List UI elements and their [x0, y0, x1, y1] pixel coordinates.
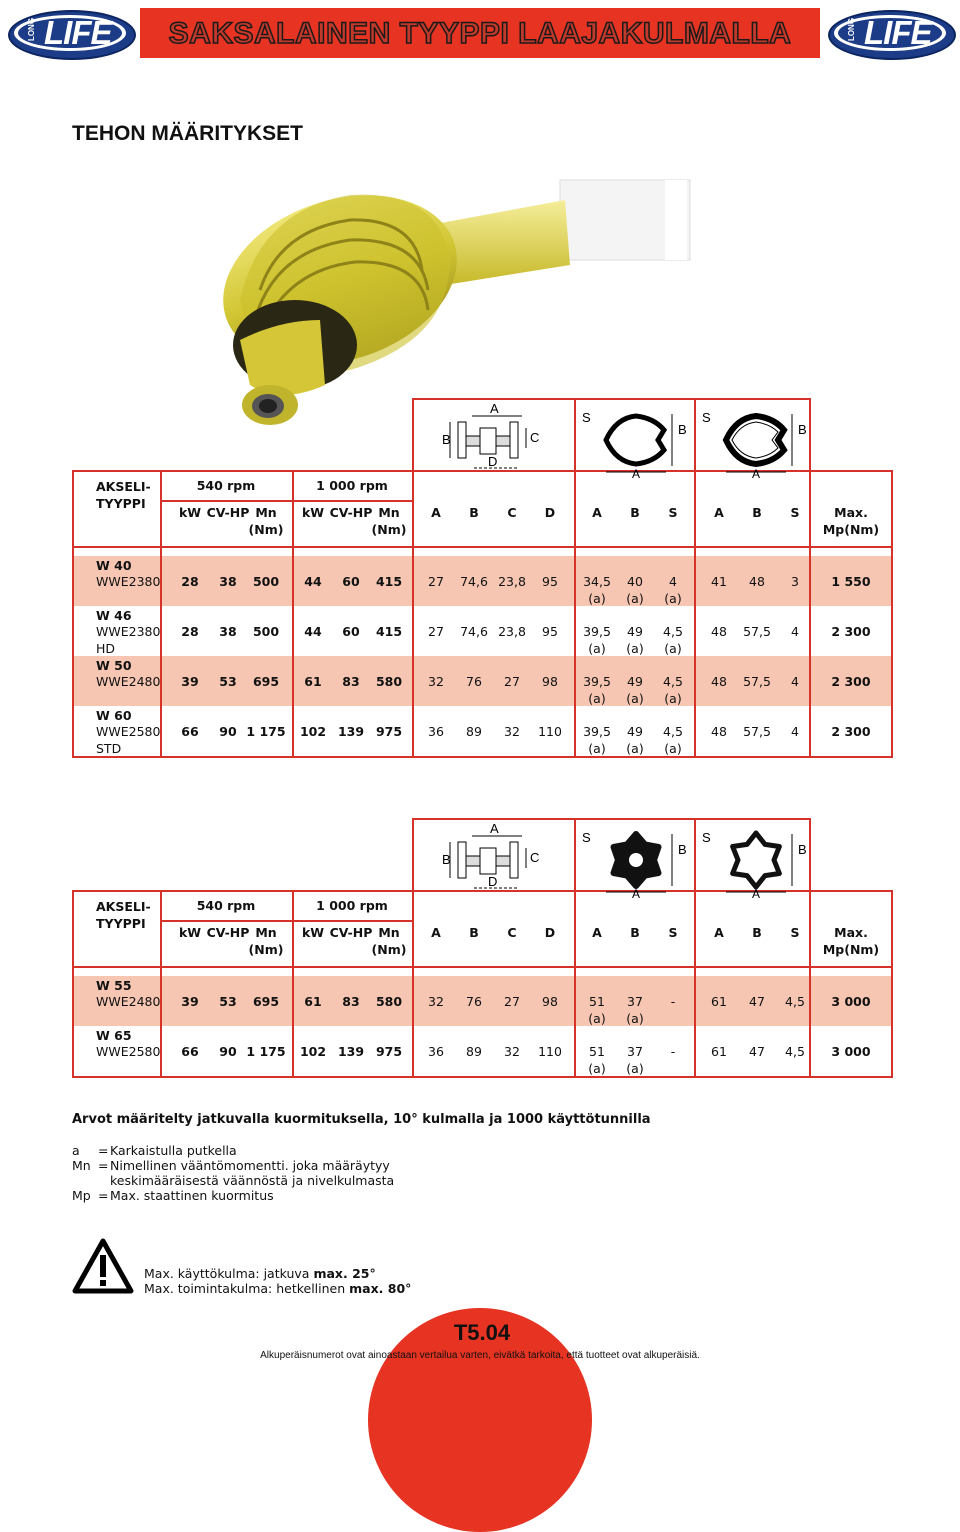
table-cell: 3 — [791, 574, 799, 589]
table-cell: 1 175 — [246, 1044, 286, 1059]
column-header-540: 540 rpm — [196, 478, 256, 493]
legend-key: a — [72, 1143, 80, 1158]
table-cell: 4,5 (a) — [663, 674, 683, 706]
column-subheader: Mn (Nm) — [248, 505, 284, 537]
row-type-name: W 60 — [96, 708, 132, 723]
column-subheader: kW — [178, 505, 202, 520]
notes — [72, 1112, 651, 1127]
row-model: WWE2480 — [96, 994, 161, 1009]
table-cell: 37 (a) — [626, 994, 644, 1026]
column-subheader: S — [790, 925, 800, 940]
profile-diagram-inner — [576, 820, 696, 900]
table-cell: 32 — [428, 674, 444, 689]
table-cell: 1 175 — [246, 724, 286, 739]
table-cell: 32 — [504, 1044, 520, 1059]
svg-text:C: C — [530, 850, 540, 865]
page-code: T5.04 — [453, 1320, 511, 1345]
svg-text:D: D — [488, 874, 498, 889]
svg-text:B: B — [442, 432, 451, 447]
column-header-type: AKSELI- TYYPPI — [96, 899, 151, 931]
table-cell: 139 — [337, 1044, 365, 1059]
svg-text:A: A — [752, 467, 761, 480]
table-cell: 51 (a) — [588, 994, 606, 1026]
column-subheader: S — [668, 925, 678, 940]
row-model-suffix: STD — [96, 741, 122, 756]
column-subheader: C — [507, 925, 517, 940]
table-cell: 60 — [342, 624, 360, 639]
table-cell: 61 — [304, 994, 322, 1009]
table-cell: 38 — [219, 574, 237, 589]
table-cell: 74,6 — [460, 574, 488, 589]
body-divider — [72, 966, 893, 968]
table-cell: 39,5 (a) — [583, 724, 611, 756]
table-cell: 4 (a) — [664, 574, 682, 606]
table-cell: 415 — [375, 574, 403, 589]
row-type-name: W 55 — [96, 978, 132, 993]
table-cell: 76 — [466, 674, 482, 689]
row-type-name: W 46 — [96, 608, 132, 623]
table-cell: 28 — [181, 624, 199, 639]
svg-text:B: B — [798, 842, 807, 857]
table-cell: 102 — [299, 1044, 327, 1059]
table-cell: 98 — [542, 674, 558, 689]
warning-line2-value: max. 80° — [349, 1281, 412, 1296]
table-cell: 4,5 (a) — [663, 724, 683, 756]
legend-eq: = — [98, 1143, 109, 1158]
table-cell: 49 (a) — [626, 724, 644, 756]
table-cell: 102 — [299, 724, 327, 739]
column-subheader: kW — [301, 925, 325, 940]
svg-text:B: B — [678, 842, 687, 857]
table-cell: 61 — [711, 1044, 727, 1059]
column-subheader: B — [752, 925, 762, 940]
row-model: WWE2380 — [96, 624, 161, 639]
table-cell: 975 — [375, 1044, 403, 1059]
table-cell: 76 — [466, 994, 482, 1009]
table-cell: 66 — [181, 724, 199, 739]
legend-value: Karkaistulla putkella — [110, 1143, 237, 1158]
column-subheader: Max. Mp(Nm) — [822, 505, 880, 537]
table-cell: 4,5 — [785, 1044, 805, 1059]
column-subheader: A — [431, 505, 441, 520]
column-subheader: A — [714, 505, 724, 520]
column-header-1000: 1 000 rpm — [316, 478, 388, 493]
legend-eq: = — [98, 1158, 109, 1173]
svg-text:C: C — [530, 430, 540, 445]
table-cell: 39 — [181, 994, 199, 1009]
table-cell: 32 — [428, 994, 444, 1009]
warning-line1-value: max. 25° — [313, 1266, 376, 1281]
column-subheader: S — [790, 505, 800, 520]
table-cell: 2 300 — [831, 724, 871, 739]
column-subheader: Mn (Nm) — [371, 505, 407, 537]
table-cell: 27 — [504, 674, 520, 689]
column-subheader: CV-HP — [206, 505, 250, 520]
page-header — [0, 0, 960, 70]
table-cell: 4 — [791, 624, 799, 639]
table-cell: 89 — [466, 724, 482, 739]
row-model: WWE2480 — [96, 674, 161, 689]
table-cell: 695 — [252, 994, 280, 1009]
legend-key: Mp — [72, 1188, 91, 1203]
table-cell: 500 — [252, 574, 280, 589]
brand-logo: LONG LIFE — [8, 10, 136, 58]
warning-text — [144, 1266, 411, 1296]
table-cell: 2 300 — [831, 674, 871, 689]
table-cell: 4 — [791, 724, 799, 739]
table-cell: 500 — [252, 624, 280, 639]
table-cell: 36 — [428, 1044, 444, 1059]
table-cell: 95 — [542, 624, 558, 639]
legend-key: Mn — [72, 1158, 91, 1173]
table-cell: 23,8 — [498, 574, 526, 589]
svg-text:A: A — [752, 887, 761, 900]
svg-text:B: B — [678, 422, 687, 437]
column-subheader: CV-HP — [206, 925, 250, 940]
table-cell: 95 — [542, 574, 558, 589]
table-cell: 66 — [181, 1044, 199, 1059]
column-header-540: 540 rpm — [196, 898, 256, 913]
column-subheader: A — [714, 925, 724, 940]
table-cell: 32 — [504, 724, 520, 739]
profile-diagram-inner — [576, 400, 696, 480]
table-cell: - — [670, 994, 676, 1009]
table-cell: 3 000 — [831, 994, 871, 1009]
column-subheader: D — [544, 925, 556, 940]
table-cell: 37 (a) — [626, 1044, 644, 1076]
warning-line2: Max. toimintakulma: hetkellinen — [144, 1281, 346, 1296]
footer-note: Alkuperäisnumerot ovat ainoastaan vertailua varten, eivätkä tarkoita, että tuotteet ovat alkuperäisiä. — [260, 1350, 700, 1361]
warning-line1: Max. käyttökulma: jatkuva — [144, 1266, 310, 1281]
row-model: WWE2380 — [96, 574, 161, 589]
column-subheader: B — [752, 505, 762, 520]
column-subheader: kW — [178, 925, 202, 940]
row-model-suffix: HD — [96, 641, 116, 656]
table-cell: 4 — [791, 674, 799, 689]
column-subheader: B — [469, 925, 479, 940]
column-subheader: B — [630, 505, 640, 520]
table-cell: 580 — [375, 994, 403, 1009]
table-cell: 27 — [428, 574, 444, 589]
table-cell: 47 — [749, 994, 765, 1009]
table-cell: 4,5 — [785, 994, 805, 1009]
table-cell: 83 — [342, 994, 360, 1009]
table-cell: 27 — [428, 624, 444, 639]
table-cell: 44 — [304, 624, 322, 639]
note-conditions: Arvot määritelty jatkuvalla kuormituksella, 10° kulmalla ja 1000 käyttötunnilla — [72, 1112, 651, 1127]
table-cell: 57,5 — [743, 674, 771, 689]
column-subheader: Max. Mp(Nm) — [822, 925, 880, 957]
column-subheader: CV-HP — [329, 505, 373, 520]
legend-value: Nimellinen vääntömomentti. joka määräytyy keskimääräisestä väännöstä ja nivelkulmasta — [110, 1158, 395, 1188]
svg-text:A: A — [490, 401, 499, 416]
column-subheader: A — [592, 505, 602, 520]
column-subheader: A — [592, 925, 602, 940]
table-cell: 49 (a) — [626, 674, 644, 706]
table-cell: 51 (a) — [588, 1044, 606, 1076]
column-subheader: S — [668, 505, 678, 520]
table-cell: 23,8 — [498, 624, 526, 639]
table-cell: 39,5 (a) — [583, 624, 611, 656]
header-divider — [160, 920, 412, 922]
svg-text:A: A — [490, 821, 499, 836]
table-cell: 1 550 — [831, 574, 871, 589]
table-cell: 49 (a) — [626, 624, 644, 656]
table-cell: 48 — [711, 674, 727, 689]
svg-text:D: D — [488, 454, 498, 469]
svg-text:B: B — [798, 422, 807, 437]
table-cell: 48 — [711, 724, 727, 739]
svg-text:B: B — [442, 852, 451, 867]
column-subheader: B — [630, 925, 640, 940]
table-cell: 61 — [711, 994, 727, 1009]
table-cell: 38 — [219, 624, 237, 639]
section-title: TEHON MÄÄRITYKSET — [72, 122, 303, 145]
table-cell: 98 — [542, 994, 558, 1009]
table-cell: 74,6 — [460, 624, 488, 639]
table-cell: 39 — [181, 674, 199, 689]
column-subheader: D — [544, 505, 556, 520]
joint-dimension-diagram — [414, 820, 574, 900]
table-cell: 61 — [304, 674, 322, 689]
table-cell: 57,5 — [743, 624, 771, 639]
column-subheader: kW — [301, 505, 325, 520]
table-cell: 48 — [711, 624, 727, 639]
column-subheader: Mn (Nm) — [248, 925, 284, 957]
table-cell: 580 — [375, 674, 403, 689]
header-divider — [160, 500, 412, 502]
svg-text:A: A — [632, 467, 641, 480]
svg-text:A: A — [632, 887, 641, 900]
svg-text:S: S — [702, 410, 711, 425]
column-header-type: AKSELI- TYYPPI — [96, 479, 151, 511]
table-cell: 89 — [466, 1044, 482, 1059]
table-cell: 39,5 (a) — [583, 674, 611, 706]
column-subheader: C — [507, 505, 517, 520]
table-cell: 47 — [749, 1044, 765, 1059]
column-header-1000: 1 000 rpm — [316, 898, 388, 913]
table-cell: 415 — [375, 624, 403, 639]
table-cell: 40 (a) — [626, 574, 644, 606]
table-cell: 44 — [304, 574, 322, 589]
table-cell: 34,5 (a) — [583, 574, 611, 606]
table-cell: 3 000 — [831, 1044, 871, 1059]
table-cell: 90 — [219, 1044, 237, 1059]
table-cell: 41 — [711, 574, 727, 589]
row-model: WWE2580 — [96, 724, 161, 739]
table-cell: 4,5 (a) — [663, 624, 683, 656]
header-title: SAKSALAINEN TYYPPI LAAJAKULMALLA — [168, 17, 792, 50]
table-cell: - — [670, 1044, 676, 1059]
table-cell: 975 — [375, 724, 403, 739]
table-cell: 139 — [337, 724, 365, 739]
column-subheader: B — [469, 505, 479, 520]
svg-text:S: S — [582, 410, 591, 425]
row-type-name: W 65 — [96, 1028, 132, 1043]
table-cell: 2 300 — [831, 624, 871, 639]
svg-text:S: S — [702, 830, 711, 845]
body-divider — [72, 546, 893, 548]
column-subheader: Mn (Nm) — [371, 925, 407, 957]
joint-dimension-diagram — [414, 400, 574, 480]
column-subheader: A — [431, 925, 441, 940]
table-cell: 57,5 — [743, 724, 771, 739]
table-cell: 110 — [538, 1044, 562, 1059]
row-model: WWE2580 — [96, 1044, 161, 1059]
brand-logo: LONG LIFE — [828, 10, 956, 58]
legend-value: Max. staattinen kuormitus — [110, 1188, 274, 1203]
legend-eq: = — [98, 1188, 109, 1203]
row-type-name: W 40 — [96, 558, 132, 573]
table-cell: 60 — [342, 574, 360, 589]
row-type-name: W 50 — [96, 658, 132, 673]
table-cell: 27 — [504, 994, 520, 1009]
profile-diagram-outer — [696, 400, 816, 480]
table-cell: 53 — [219, 674, 237, 689]
warning-icon — [72, 1238, 134, 1294]
table-cell: 28 — [181, 574, 199, 589]
svg-text:S: S — [582, 830, 591, 845]
table-cell: 695 — [252, 674, 280, 689]
profile-diagram-outer — [696, 820, 816, 900]
table-cell: 36 — [428, 724, 444, 739]
column-subheader: CV-HP — [329, 925, 373, 940]
table-cell: 83 — [342, 674, 360, 689]
table-cell: 53 — [219, 994, 237, 1009]
table-cell: 48 — [749, 574, 765, 589]
table-cell: 110 — [538, 724, 562, 739]
table-cell: 90 — [219, 724, 237, 739]
